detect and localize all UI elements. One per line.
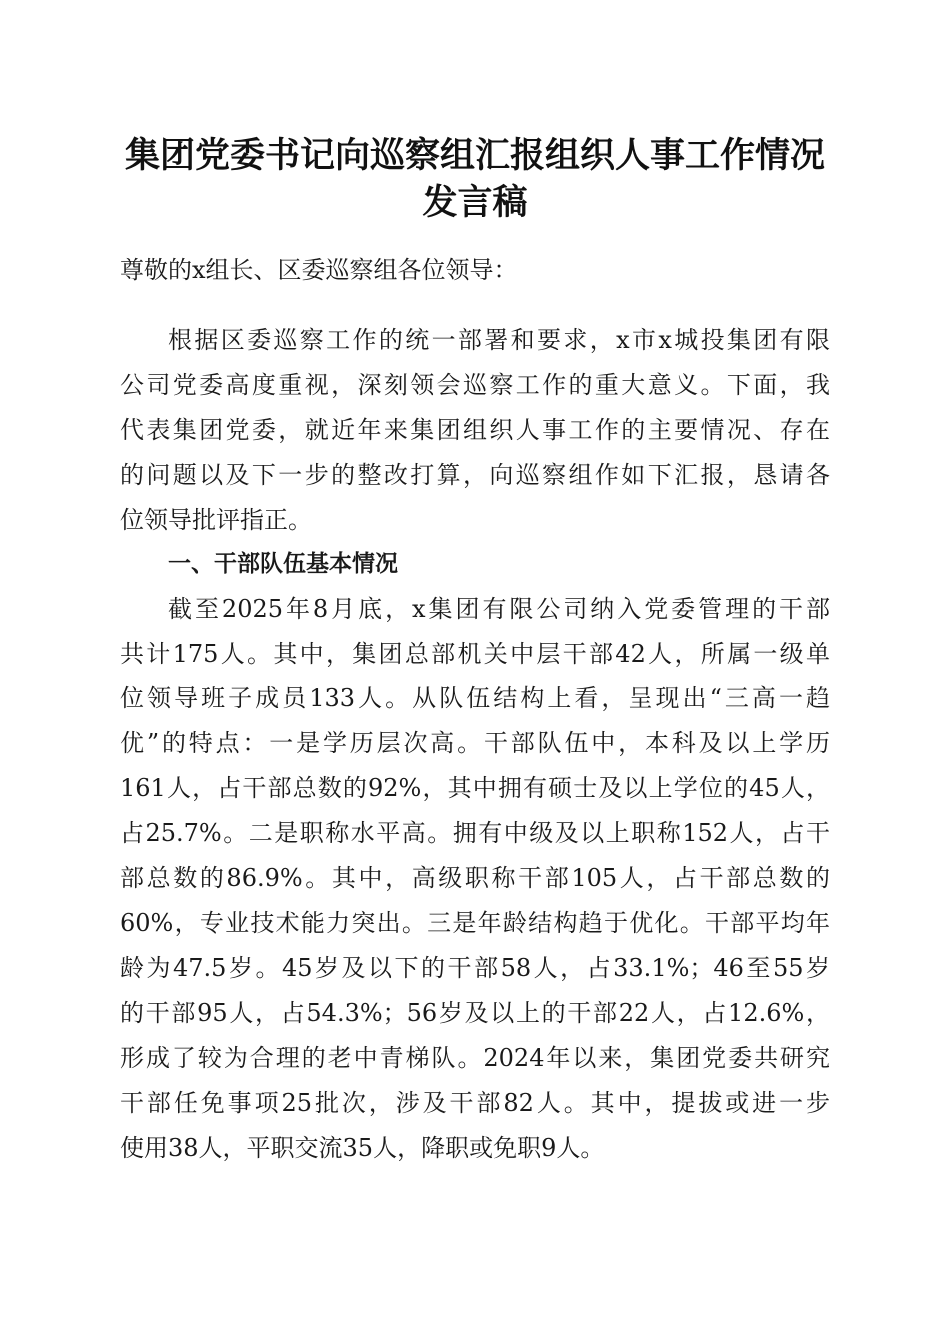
- paragraph-line: 截至2025年8月底，x集团有限公司纳入党委管理的干部: [168, 595, 830, 623]
- paragraph-line: 优”的特点：一是学历层次高。干部队伍中，本科及以上学历: [120, 729, 830, 757]
- paragraph-line: 代表集团党委，就近年来集团组织人事工作的主要情况、存在: [120, 416, 830, 444]
- document-title-line-2: 发言稿: [422, 183, 528, 223]
- paragraph-line: 公司党委高度重视，深刻领会巡察工作的重大意义。下面，我: [120, 371, 830, 399]
- paragraph-line: 占25.7%。二是职称水平高。拥有中级及以上职称152人，占干: [120, 819, 830, 847]
- salutation: 尊敬的x组长、区委巡察组各位领导：: [120, 256, 518, 284]
- paragraph-line: 位领导批评指正。: [120, 506, 312, 534]
- paragraph-line: 60%，专业技术能力突出。三是年龄结构趋于优化。干部平均年: [120, 909, 830, 937]
- paragraph-line: 形成了较为合理的老中青梯队。2024年以来，集团党委共研究: [120, 1044, 830, 1072]
- paragraph-line: 位领导班子成员133人。从队伍结构上看，呈现出“三高一趋: [120, 684, 830, 712]
- paragraph-line: 根据区委巡察工作的统一部署和要求，x市x城投集团有限: [168, 326, 830, 354]
- paragraph-line: 龄为47.5岁。45岁及以下的干部58人，占33.1%；46至55岁: [120, 954, 830, 982]
- paragraph-line: 使用38人，平职交流35人，降职或免职9人。: [120, 1134, 605, 1162]
- document-title-line-1: 集团党委书记向巡察组汇报组织人事工作情况: [124, 136, 825, 176]
- paragraph-line: 共计175人。其中，集团总部机关中层干部42人，所属一级单: [120, 640, 830, 668]
- section-heading: 一、干部队伍基本情况: [168, 551, 398, 577]
- paragraph-line: 的干部95人，占54.3%；56岁及以上的干部22人，占12.6%，: [120, 999, 830, 1027]
- paragraph-line: 部总数的86.9%。其中，高级职称干部105人，占干部总数的: [120, 864, 830, 892]
- paragraph-line: 161人，占干部总数的92%，其中拥有硕士及以上学位的45人，: [120, 774, 830, 802]
- paragraph-line: 干部任免事项25批次，涉及干部82人。其中，提拔或进一步: [120, 1089, 830, 1117]
- paragraph-line: 的问题以及下一步的整改打算，向巡察组作如下汇报，恳请各: [120, 461, 830, 489]
